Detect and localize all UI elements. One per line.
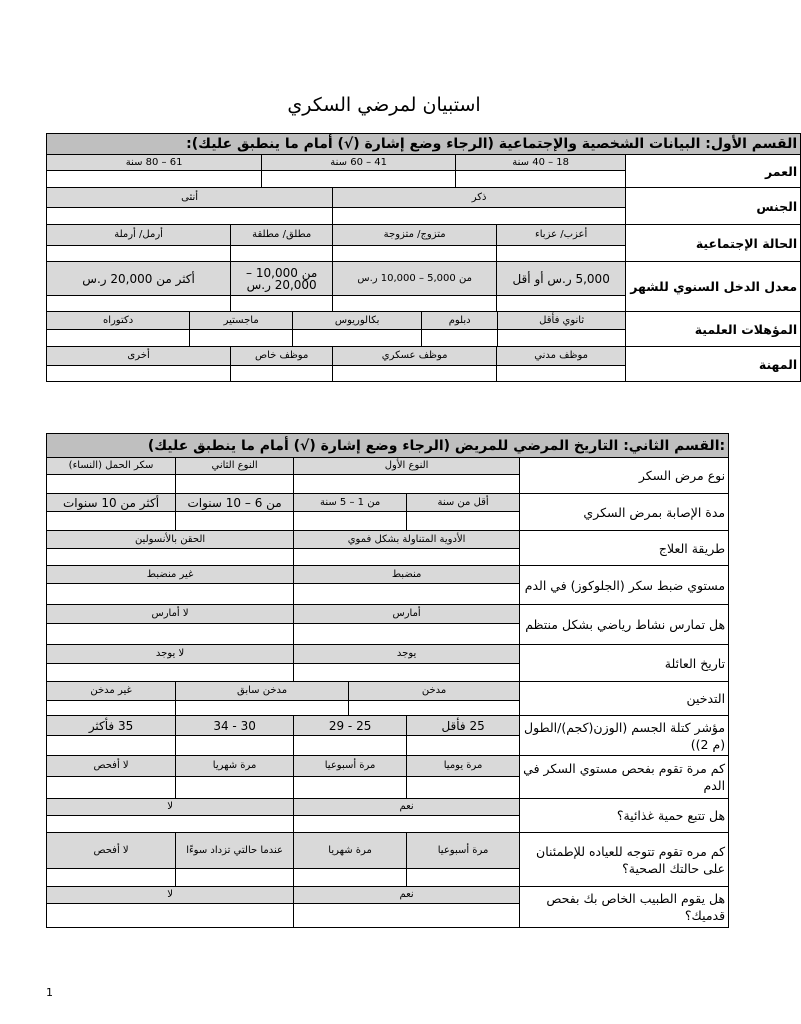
income-answer-cell[interactable] <box>47 296 231 312</box>
education-answer-cell[interactable] <box>47 330 190 347</box>
smoking-option-smoker[interactable]: مدخن <box>349 682 520 701</box>
income-label: معدل الدخل السنوي للشهر <box>626 262 801 312</box>
diabetes-type-option-gestational[interactable]: سكر الحمل (النساء) <box>47 458 176 475</box>
smoking-answer-cell[interactable] <box>47 701 176 716</box>
age-option-41-60[interactable]: 41 – 60 سنة <box>262 155 456 171</box>
diabetes-type-option-type1[interactable]: النوع الأول <box>294 458 520 475</box>
education-option-phd[interactable]: دكتوراه <box>47 312 190 330</box>
age-option-18-40[interactable]: 18 – 40 سنة <box>456 155 626 171</box>
glucose-check-option-never[interactable]: لا أفحص <box>47 756 176 777</box>
gender-answer-cell[interactable] <box>333 208 626 225</box>
treatment-label: طريقة العلاج <box>520 531 729 566</box>
bmi-answer-cell[interactable] <box>47 736 176 756</box>
glucose-check-answer-cell[interactable] <box>47 777 176 799</box>
section2-table <box>46 433 729 928</box>
glucose-check-label: كم مرة تقوم بفحص مستوي السكر في الدم <box>520 756 729 799</box>
smoking-option-non-smoker[interactable]: غير مدخن <box>47 682 176 701</box>
exercise-answer-cell[interactable] <box>47 624 294 645</box>
page-number: 1 <box>46 986 53 999</box>
profession-option-military[interactable]: موظف عسكري <box>333 347 497 366</box>
education-option-secondary[interactable]: ثانوي فأقل <box>498 312 626 330</box>
marital-answer-cell[interactable] <box>231 246 333 262</box>
bmi-option-25-or-less[interactable]: 25 فأقل <box>407 716 520 736</box>
age-answer-cell[interactable] <box>262 171 456 188</box>
family-history-answer-cell[interactable] <box>47 664 294 682</box>
bmi-answer-cell[interactable] <box>176 736 294 756</box>
glucose-check-option-daily[interactable]: مرة يوميا <box>407 756 520 777</box>
marital-answer-cell[interactable] <box>333 246 497 262</box>
smoking-option-former[interactable]: مدخن سابق <box>176 682 349 701</box>
marital-option-widowed[interactable]: أرمل/ أرملة <box>47 225 231 246</box>
diabetes-type-option-type2[interactable]: النوع الثاني <box>176 458 294 475</box>
duration-option-less-than-year[interactable]: أقل من سنة <box>407 494 520 512</box>
clinic-visits-answer-cell[interactable] <box>407 869 520 887</box>
page-title: استبيان لمرضي السكري <box>287 94 481 116</box>
diet-answer-cell[interactable] <box>294 816 520 833</box>
bmi-label: مؤشر كتلة الجسم (الوزن(كجم)/الطول (م 2)) <box>520 716 729 756</box>
foot-exam-option-no[interactable]: لا <box>47 887 294 904</box>
diet-option-no[interactable]: لا <box>47 799 294 816</box>
diet-label: هل تتبع حمية غذائية؟ <box>520 799 729 833</box>
duration-answer-cell[interactable] <box>176 512 294 531</box>
family-history-answer-cell[interactable] <box>294 664 520 682</box>
exercise-option-yes[interactable]: أمارس <box>294 605 520 624</box>
age-answer-cell[interactable] <box>456 171 626 188</box>
bmi-option-30-34[interactable]: 30 - 34 <box>176 716 294 736</box>
treatment-option-oral[interactable]: الأدوية المتناولة بشكل فموي <box>294 531 520 549</box>
glucose-check-option-monthly[interactable]: مرة شهريا <box>176 756 294 777</box>
foot-exam-option-yes[interactable]: نعم <box>294 887 520 904</box>
section1-table <box>46 133 801 382</box>
gender-label: الجنس <box>626 188 801 225</box>
glucose-check-answer-cell[interactable] <box>407 777 520 799</box>
profession-option-other[interactable]: أخرى <box>47 347 231 366</box>
income-option-10000-20000[interactable]: من 10,000 – 20,000 ر.س <box>231 262 333 296</box>
income-option-over-20000[interactable]: أكثر من 20,000 ر.س <box>47 262 231 296</box>
bmi-option-35-plus[interactable]: 35 فأكثر <box>47 716 176 736</box>
treatment-option-insulin[interactable]: الحقن بالأنسولين <box>47 531 294 549</box>
marital-option-divorced[interactable]: مطلق/ مطلقة <box>231 225 333 246</box>
clinic-visits-answer-cell[interactable] <box>47 869 176 887</box>
smoking-answer-cell[interactable] <box>349 701 520 716</box>
diabetes-type-answer-cell[interactable] <box>176 475 294 494</box>
income-answer-cell[interactable] <box>333 296 497 312</box>
bmi-answer-cell[interactable] <box>294 736 407 756</box>
clinic-visits-option-monthly[interactable]: مرة شهريا <box>294 833 407 869</box>
clinic-visits-option-never[interactable]: لا أفحص <box>47 833 176 869</box>
income-option-5000-or-less[interactable]: 5,000 ر.س أو أقل <box>497 262 626 296</box>
education-answer-cell[interactable] <box>293 330 422 347</box>
duration-option-1-5[interactable]: من 1 – 5 سنة <box>294 494 407 512</box>
duration-option-6-10[interactable]: من 6 – 10 سنوات <box>176 494 294 512</box>
glucose-control-answer-cell[interactable] <box>47 584 294 605</box>
glucose-control-option-controlled[interactable]: منضبط <box>294 566 520 584</box>
education-option-diploma[interactable]: دبلوم <box>422 312 498 330</box>
duration-option-over-10[interactable]: أكثر من 10 سنوات <box>47 494 176 512</box>
clinic-visits-answer-cell[interactable] <box>176 869 294 887</box>
foot-exam-label: هل يقوم الطبيب الخاص بك بفحص قدميك؟ <box>520 887 729 928</box>
diet-option-yes[interactable]: نعم <box>294 799 520 816</box>
diabetes-type-answer-cell[interactable] <box>47 475 176 494</box>
glucose-control-label: مستوي ضبط سكر (الجلوكوز) في الدم <box>520 566 729 605</box>
treatment-answer-cell[interactable] <box>294 549 520 566</box>
diabetes-type-label: نوع مرض السكر <box>520 458 729 494</box>
age-label: العمر <box>626 155 801 188</box>
glucose-check-option-weekly[interactable]: مرة أسبوعيا <box>294 756 407 777</box>
marital-option-married[interactable]: متزوج/ متزوجة <box>333 225 497 246</box>
profession-answer-cell[interactable] <box>333 366 497 382</box>
profession-answer-cell[interactable] <box>497 366 626 382</box>
foot-exam-answer-cell[interactable] <box>47 904 294 928</box>
income-answer-cell[interactable] <box>497 296 626 312</box>
diabetes-type-answer-cell[interactable] <box>294 475 520 494</box>
treatment-answer-cell[interactable] <box>47 549 294 566</box>
profession-label: المهنة <box>626 347 801 382</box>
exercise-option-no[interactable]: لا أمارس <box>47 605 294 624</box>
profession-answer-cell[interactable] <box>47 366 231 382</box>
glucose-check-answer-cell[interactable] <box>294 777 407 799</box>
glucose-control-answer-cell[interactable] <box>294 584 520 605</box>
age-option-61-80[interactable]: 61 – 80 سنة <box>47 155 262 171</box>
bmi-option-25-29[interactable]: 25 - 29 <box>294 716 407 736</box>
duration-label: مدة الإصابة بمرض السكري <box>520 494 729 531</box>
exercise-label: هل تمارس نشاط رياضي بشكل منتظم <box>520 605 729 645</box>
education-answer-cell[interactable] <box>422 330 498 347</box>
education-option-bachelor[interactable]: بكالوريوس <box>293 312 422 330</box>
glucose-control-option-uncontrolled[interactable]: غير منضبط <box>47 566 294 584</box>
marital-status-label: الحالة الإجتماعية <box>626 225 801 262</box>
marital-answer-cell[interactable] <box>47 246 231 262</box>
glucose-check-answer-cell[interactable] <box>176 777 294 799</box>
profession-option-private[interactable]: موظف خاص <box>231 347 333 366</box>
profession-answer-cell[interactable] <box>231 366 333 382</box>
education-option-master[interactable]: ماجستير <box>190 312 293 330</box>
gender-option-male[interactable]: ذكر <box>333 188 626 208</box>
smoking-label: التدخين <box>520 682 729 716</box>
clinic-visits-answer-cell[interactable] <box>294 869 407 887</box>
family-history-label: تاريخ العائلة <box>520 645 729 682</box>
clinic-visits-option-when-worse[interactable]: عندما حالتي تزداد سوءًا <box>176 833 294 869</box>
family-history-option-no[interactable]: لا يوجد <box>47 645 294 664</box>
bmi-answer-cell[interactable] <box>407 736 520 756</box>
exercise-answer-cell[interactable] <box>294 624 520 645</box>
profession-option-civil[interactable]: موظف مدني <box>497 347 626 366</box>
diet-answer-cell[interactable] <box>47 816 294 833</box>
age-answer-cell[interactable] <box>47 171 262 188</box>
marital-answer-cell[interactable] <box>497 246 626 262</box>
education-label: المؤهلات العلمية <box>626 312 801 347</box>
duration-answer-cell[interactable] <box>407 512 520 531</box>
family-history-option-yes[interactable]: يوجد <box>294 645 520 664</box>
section1-header: القسم الأول: البيانات الشخصية والإجتماعية (الرجاء وضع إشارة (√) أمام ما ينطبق عليك): <box>47 134 801 155</box>
education-answer-cell[interactable] <box>498 330 626 347</box>
clinic-visits-label: كم مره تقوم تتوجه للعياده للإطمئنان على حالتك الصحية؟ <box>520 833 729 887</box>
duration-answer-cell[interactable] <box>294 512 407 531</box>
gender-answer-cell[interactable] <box>47 208 333 225</box>
income-answer-cell[interactable] <box>231 296 333 312</box>
smoking-answer-cell[interactable] <box>176 701 349 716</box>
foot-exam-answer-cell[interactable] <box>294 904 520 928</box>
duration-answer-cell[interactable] <box>47 512 176 531</box>
clinic-visits-option-weekly[interactable]: مرة أسبوعيا <box>407 833 520 869</box>
section2-header: :القسم الثاني: التاريخ المرضي للمريض (الرجاء وضع إشارة (√) أمام ما ينطبق عليك) <box>47 434 729 458</box>
income-option-5000-10000[interactable]: من 5,000 – 10,000 ر.س <box>333 262 497 296</box>
marital-option-single[interactable]: أعزب/ عزباء <box>497 225 626 246</box>
gender-option-female[interactable]: أنثى <box>47 188 333 208</box>
education-answer-cell[interactable] <box>190 330 293 347</box>
